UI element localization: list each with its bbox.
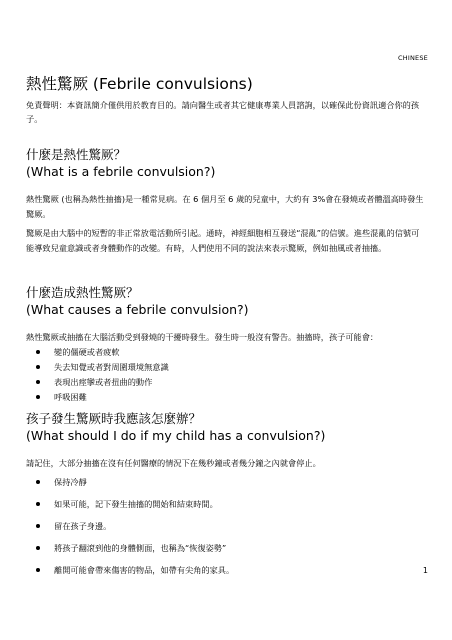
section-heading-en: (What should I do if my child has a convulsion?) xyxy=(26,428,326,443)
bullet-icon xyxy=(36,395,40,399)
paragraph: 熱性驚厥或抽搐在大腦活動受到發燒的干擾時發生。發生時一般沒有警告。抽搐時，孩子可能會： xyxy=(26,332,379,342)
list-item: 將孩子翻滾到他的身體側面，也稱為“恢復姿勢” xyxy=(26,541,426,556)
section-heading-zh: 什麼造成熱性驚厥？ xyxy=(26,285,139,300)
list-item: 保持冷靜 xyxy=(26,475,426,490)
section-causes xyxy=(26,284,426,405)
section-heading-en: (What causes a febrile convulsion?) xyxy=(26,302,249,317)
list-item: 失去知覺或者對周圍環境無意識 xyxy=(26,360,426,375)
language-tag: CHINESE xyxy=(398,54,428,62)
bullet-icon xyxy=(36,365,40,369)
bullet-icon xyxy=(36,502,40,506)
bullet-list xyxy=(26,475,426,578)
disclaimer-text: 免責聲明：本資訊簡介僅供用於教育目的。請向醫生或者其它健康專業人員諮詢，以確保此份資訊適合你的孩子。 xyxy=(26,100,420,124)
section-heading-zh: 什麼是熱性驚厥？ xyxy=(26,147,127,162)
bullet-icon xyxy=(36,350,40,354)
list-item: 變的僵硬或者疲軟 xyxy=(26,345,426,360)
list-item: 呼吸困難 xyxy=(26,390,426,405)
section-heading-en: (What is a febrile convulsion?) xyxy=(26,164,216,179)
bullet-icon xyxy=(36,546,40,550)
section-what-to-do xyxy=(26,410,426,578)
section-what-is xyxy=(26,146,426,256)
section-heading-zh: 孩子發生驚厥時我應該怎麼辦？ xyxy=(26,411,202,426)
paragraph: 請記住，大部分抽搐在沒有任何醫療的情況下在幾秒鐘或者幾分鐘之內就會停止。 xyxy=(26,458,321,468)
list-item: 離開可能會帶來傷害的物品，如帶有尖角的家具。 xyxy=(26,563,426,578)
list-item: 留在孩子身邊。 xyxy=(26,519,426,534)
list-item: 表現出痙攣或者扭曲的動作 xyxy=(26,375,426,390)
list-item: 如果可能，記下發生抽搐的開始和結束時間。 xyxy=(26,497,426,512)
paragraph: 驚厥是由大腦中的短暫的非正常放電活動所引起。通時，神經細胞相互發送“混亂”的信號。進些混亂的信號可能導致兒童意識或者身體動作的改變。有時，人們使用不同的說法來表示驚厥，例如抽風或者抽搐。 xyxy=(26,228,420,253)
paragraph: 熱性驚厥 (也稱為熱性抽搐)是一種常見病。在 6 個月至 6 歲的兒童中，大約有 3%會在發燒或者體溫高時發生驚厥。 xyxy=(26,194,424,219)
bullet-icon xyxy=(36,568,40,572)
bullet-icon xyxy=(36,524,40,528)
document-title: 熱性驚厥 (Febrile convulsions) xyxy=(26,75,253,93)
bullet-icon xyxy=(36,480,40,484)
bullet-list xyxy=(26,345,426,405)
bullet-icon xyxy=(36,380,40,384)
page-number: 1 xyxy=(422,566,428,575)
